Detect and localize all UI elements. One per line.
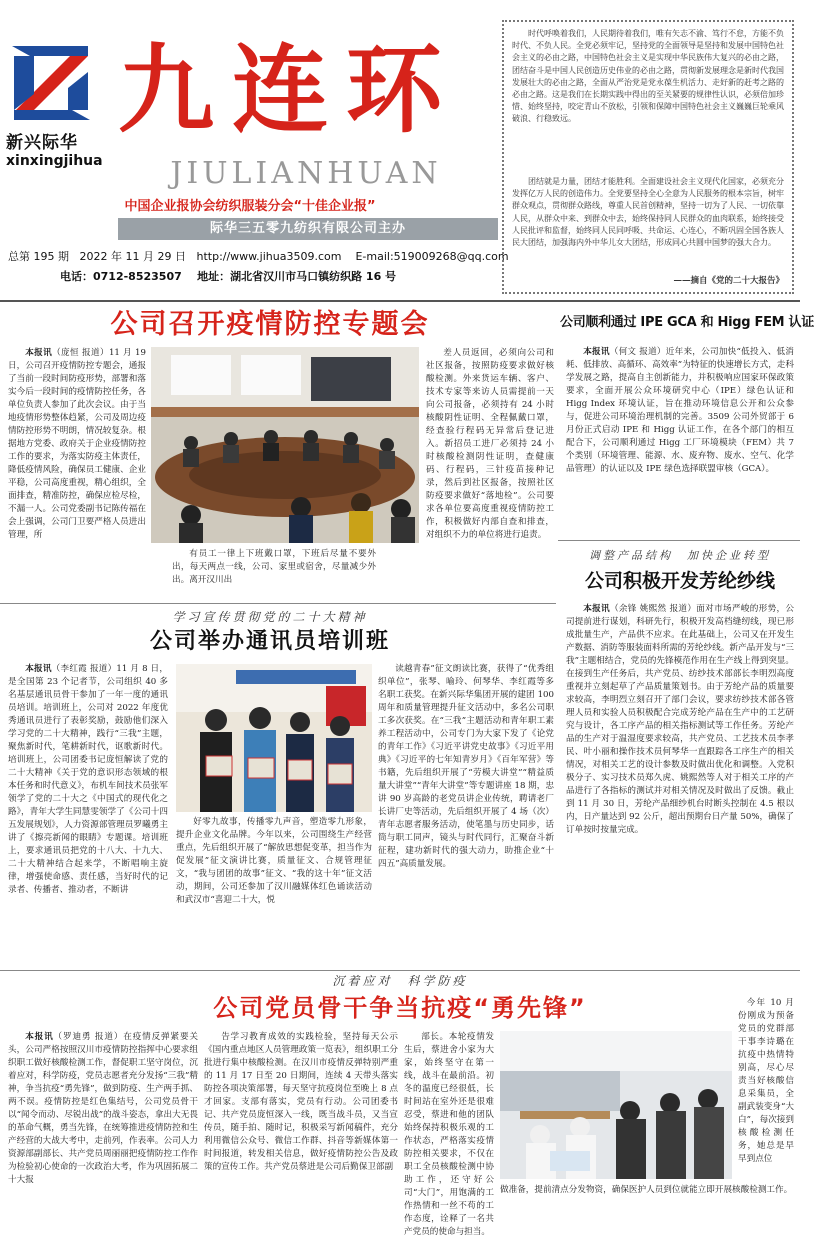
article3-byline: 本报讯: [583, 604, 610, 614]
article3-kicker: 调整产品结构 加快企业转型: [589, 549, 771, 562]
article4-kicker: 学习宣传贯彻党的二十大精神: [172, 610, 368, 624]
article5-kicker: 沉着应对 科学防疫: [332, 974, 468, 988]
article4-text: （李红霞 报道）11 月 8 日，是全国第 23 个记者节，公司组织 40 多名基层通讯员骨干参加了一年一度的通讯员培训。培训班上，公司对 2022 年度优秀通讯员进行了表彰奖励，鼓励他们深入学习党的二十大精神，践行“三我”主题，聚焦新时代，笔耕新时代，讴歌新时代。培训班上，公司团委书记庞恒解读了党的二十大精神《关于党的意识形态领域的根本任务和时代意义》，布机车间技术员张军领学了党的二十大之《中国式的现代化之路》，青年大学生同慧雯领学了《公司十四五发展规划》，人力资源部管理员罗曦勇主讲了《擦亮新闻的眼睛》专题课。培训班上，要求通讯员把党的十八大、十九大、二十大精神结合起来学，不断唱响主旋律，增强使命感、责任感，当好时代的记录者、传播者、推动者，不断讲: [8, 664, 168, 895]
article5-byline: 本报讯: [25, 1032, 54, 1042]
company-logo-icon: [10, 42, 92, 124]
meeting-photo: [151, 347, 419, 543]
article5-col-right: 今年 10 月份刚成为预备党员的党群部干事李诗璐在抗疫中热情特别高，尽心尽责当好核酸信息采集员，全副武装变身“大白”，每次接到核酸检测任务，她总是早早到点位: [738, 998, 794, 1164]
email-link[interactable]: E-mail:519009268@qq.com: [355, 250, 509, 263]
sponsor-text: 际华三五零九纺织有限公司主办: [209, 221, 406, 236]
divider: [0, 970, 800, 971]
covid-testing-image: [500, 1031, 732, 1179]
training-photo: [176, 664, 372, 812]
article4-col1: [8, 663, 168, 965]
divider: [0, 300, 800, 302]
newspaper-subtitle: 中国企业报协会纺织服装分会“十佳企业报”: [124, 199, 376, 214]
quote-source: ——摘自《党的二十大报告》: [673, 276, 784, 286]
testing-photo: [500, 1031, 732, 1179]
logo-name-pinyin: xinxingjihua: [6, 153, 103, 169]
article3-headline: 公司积极开发芳纶纱线: [584, 570, 775, 592]
website-link[interactable]: http://www.jihua3509.com: [196, 250, 342, 263]
phone-number: 电话：0712-8523507: [60, 270, 182, 283]
article4-col-right: 读越青春”征文朗读比赛，获得了“优秀组织单位”，张琴、喻玲、何琴华、李红霞等多名职工获奖。在新兴际华集团开展的建团 100 周年和质量管理提升征文活动中，多名公司职工多次获奖。在“三我”主题活动和青年职工素养工程活动中，公司专门为大家下发了《论党的青年工作》《习近平讲党史故事》《习近平用典》《习近平的七年知青岁月》《百年军营》等书籍，先后组织开展了“劳模大讲堂”“精益质量大讲堂”“青年大讲堂”等专题讲座 18 期，忠讲 90 岁高龄的老党员讲企业传统，聘请老厂长讲厂史等活动，先后组织开展了 4 场（次）青年志愿者服务活动，使笔墨与历史同步，话筒与职工同声，镜头与时代同行，汇聚奋斗新征程，建功新时代的强大动力，助推企业“十四五”高质量发展。: [378, 664, 554, 869]
article1-text: （庞恒 报道）11 月 19 日，公司召开疫情防控专题会，通报了当前一段时间防疫形势，部署和落实今后一段时间的疫情防控任务，各单位负责人参加了此次会议。由于当地疫情形势整体趋紧，公司及周边疫情防控形势不明朗，情况较复杂。根据地方党委、政府关于企业疫情防控工作的要求，为落实防疫主体责任，降低疫情风险，确保员工健康、企业平稳，公司高度重视，精心组织，全面排查，精准防控，确保应检尽检，不漏一人。公司党委副书记陈传福在会上强调，公司门卫要严格人员进出管理，所: [8, 348, 146, 540]
article5-col1: [8, 1031, 198, 1227]
issue-date: 2022 年 11 月 29 日: [79, 250, 186, 263]
article4-byline: 本报讯: [25, 664, 52, 674]
masthead: [0, 0, 509, 296]
article4-col-under-photo: 好零九故事，传播零九声音，塑造零九形象，提升企业文化品牌。今年以来，公司围绕生产经营重点，先后组织开展了“解放思想促变革，担当作为促发展”征文演讲比赛，质量征文、合规管理征文，“我与团团的故事”征文、“我的这十年”征文活动，期间，公司还参加了汉川融媒体红色诵读活动和武汉市“喜迎二十大，悦: [176, 817, 372, 905]
article1-col-under-photo: 有员工一律上下班戴口罩，下班后尽量不要外出，每天两点一线，公司、家里或宿舍，尽量减少外出。离开汉川出: [172, 549, 376, 585]
article3-text-block: [566, 603, 794, 973]
logo-name-cn: 新兴际华: [6, 133, 78, 153]
meeting-room-image: [151, 347, 419, 543]
article3-text: （余锋 姚熙然 报道）面对市场严峻的形势，公司提前进行谋划，科研先行，积极开发高档缝纫线，现已形成批量生产，产品供不应求。在此基础上，公司又在开发生产数据、消防等服装面料所需的芳纶纱线。新产品开发与“三我”主题相结合，党员的先锋模范作用在生产线上得到突显。在接到生产任务后，共产党员、纺纱技术部部长李明烈高度重视并立刻起草了产品质量策划书。由于芳纶产品的质量要求较高，李明烈立刻召开了部门会议，要求纺纱技术部各管理人员和实验人员积极配合完成芳纶产品在生产中的工艺研究与设计，各工序产品的相关指标测试等工作任务。芳纶产品的生产对于温湿度要求较高，共产党员、工艺技术员李孝民、叶小丽和操作技术员何琴华一直跟踪各工序生产的相关情况，对相关工艺的设计参数及时做出优化和调整。入党积极分子、实习技术员郑久虎、姚熙然等人对于相关工序的产品进行了各指标的测试并对相关情况及时做出了反馈。截止到 11 月 30 日，芳纶产品细纱机台时断头控制在 4.5 根以内，日产量达到 92 公斤，超出预期台日产量 50%，确保了订单按时按量完成。: [566, 604, 794, 835]
issue-info-line: [8, 248, 509, 264]
article2-byline: 本报讯: [583, 347, 610, 357]
contact-line: [60, 268, 500, 284]
article1-col1: [8, 347, 146, 597]
newspaper-title-pinyin: JIULIANHUAN: [170, 156, 442, 191]
divider: [0, 603, 556, 604]
article5-col3: 部长。本轮疫情发生后，蔡进舍小家为大家，始终坚守在第一线，战斗在最前沿。初冬的温度已经很低，长时间站在室外还是很难忍受，蔡进和他的团队始终保持积极乐观的工作状态，严格落实疫情防控相关要求，不仅在职工全员核酸检测中协助工作，还守好公司“大门”，用饱满的工作热情和一丝不苟的工作态度，诠释了一名共产党员的使命与担当。: [404, 1032, 494, 1237]
newspaper-title: 九连环: [118, 33, 460, 146]
article2-text-block: [566, 346, 794, 534]
article2-headline: 公司顺利通过 IPE GCA 和 Higg FEM 认证: [560, 315, 814, 330]
article5-col2: 告学习教育成效的实践检验，坚持每天公示《国内重点地区人员管理政策一览表》，组织职工分批进行集中核酸检测。在汉川市疫情反弹特别严重的 11 月 17 日至 20 日期间，连续 4 天带头落实防控各项决策部署，每天坚守抗疫岗位至晚上 8 点才回家。支部有落实，党员有行动。公司团委书记、共产党员庞恒深入一线，既当战斗员，又当宣传员，随手拍、随时记，积极采写新闻稿件，充分利用微信公众号、微信工作群、抖音等新媒体第一时间报道，转发相关信息，做好疫情防控公告及政策的宣传工作。共产党员蔡进是公司后勤保卫部副: [204, 1032, 398, 1172]
article2-text: （何文 报道）近年来，公司加快“低投入、低消耗、低排放、高循环、高效率”为特征的快速增长方式，走科学发展之路，提高自主创新能力，并积极响应国家环保政策要求，全面开展公众环境研究中心（IPE）绿色认证和 Higg Index 环境认证，旨在推动环境信息公开和公众参与，促进公司环境治理机制的完善。3509 公司外贸部于 6 月份正式启动 IPE 和 Higg 认证工作，在各个部门的相互配合下，公司顺利通过 Higg 工厂环境模块（FEM）共 7 个类别（环境管理、能源、水、废弃物、废水、空气、化学品管理）的认证以及 IPE 绿色选择联盟审核（GCA）。: [566, 347, 794, 474]
address: 地址：湖北省汉川市马口镇纺织路 16 号: [197, 270, 397, 283]
article1-col-right: 差人员返回，必须向公司和社区报备，按照防疫要求做好核酸检测。外来货运车辆、客户、技术专家等来访人员需提前一天向公司报备，必须持有 24 小时核酸阴性证明、全程佩戴口罩，经查验行程码无异常后登记进入。新招员工进厂必须持 24 小时核酸检测阴性证明，查健康码、行程码，三针疫苗接种记录，然后到社区报备，按照社区防疫要求做好“落地检”。公司要求各单位要高度重视疫情防控工作，积极做好内部自查和排查，对组织不力的单位将进行追责。: [426, 348, 554, 540]
quote-text: 时代呼唤着我们，人民期待着我们，唯有矢志不渝、笃行不怠，方能不负时代、不负人民。全党必须牢记，坚持党的全面领导是坚持和发展中国特色社会主义的必由之路，中国特色社会主义是实现中华民族伟大复兴的必由之路，团结奋斗是中国人民创造历史伟业的必由之路，贯彻新发展理念是新时代我国发展壮大的必由之路，全面从严治党是党永葆生机活力、走好新的赶考之路的必由之路。这是我们在长期实践中得出的至关紧要的规律性认识，必须倍加珍惜、始终坚持，咬定青山不放松，引领和保障中国特色社会主义巍巍巨轮乘风破浪、行稳致远。: [512, 29, 784, 124]
divider: [558, 540, 800, 541]
quote-box: [502, 20, 794, 294]
issue-number: 总第 195 期: [8, 250, 69, 263]
article1-byline: 本报讯: [25, 348, 53, 358]
article4-headline: 公司举办通讯员培训班: [149, 629, 390, 654]
award-ceremony-image: [176, 664, 372, 812]
article5-headline: 公司党员骨干争当抗疫“勇先锋”: [213, 994, 587, 1022]
quote-text-2: 团结就是力量，团结才能胜利。全面建设社会主义现代化国家，必须充分发挥亿万人民的创造伟力。全党要坚持全心全意为人民服务的根本宗旨，树牢群众观点，贯彻群众路线，尊重人民首创精神，坚持一切为了人民、一切依靠人民，从群众中来、到群众中去，始终保持同人民群众的血肉联系，始终接受人民批评和监督，始终同人民同呼吸、共命运、心连心，不断巩固全国各族人民大团结，加强海内外中华儿女大团结，形成同心共圆中国梦的强大合力。: [512, 177, 784, 248]
article5-col-under-photo: 做准备，提前清点分发物资，确保医护人员到位就能立即开展核酸检测工作。: [500, 1185, 793, 1195]
article5-text: （罗迪勇 报道）在疫情反弹紧要关头，公司严格按照汉川市疫情防控指挥中心要求组织职工做好核酸检测工作，督促职工坚守岗位，沉着应对，科学防疫，党员志愿者充分发扬“三我”精神，争当抗疫“勇先锋”，做到防疫、生产两手抓、两不误。疫情防控是红色集结号，公司党员骨干以“闻令而动、尽锐出战”的战斗姿态，拿出大无畏的革命气概，勇当先锋，在统筹推进疫情防控和生产经营的大战大考中，走前列，作表率。公司人力资源部副部长、共产党员周丽丽把疫情防控工作作为检验初心使命的一次政治大考，作为巩固拓展二十大报: [8, 1032, 198, 1185]
article1-headline: 公司召开疫情防控专题会: [110, 309, 430, 340]
